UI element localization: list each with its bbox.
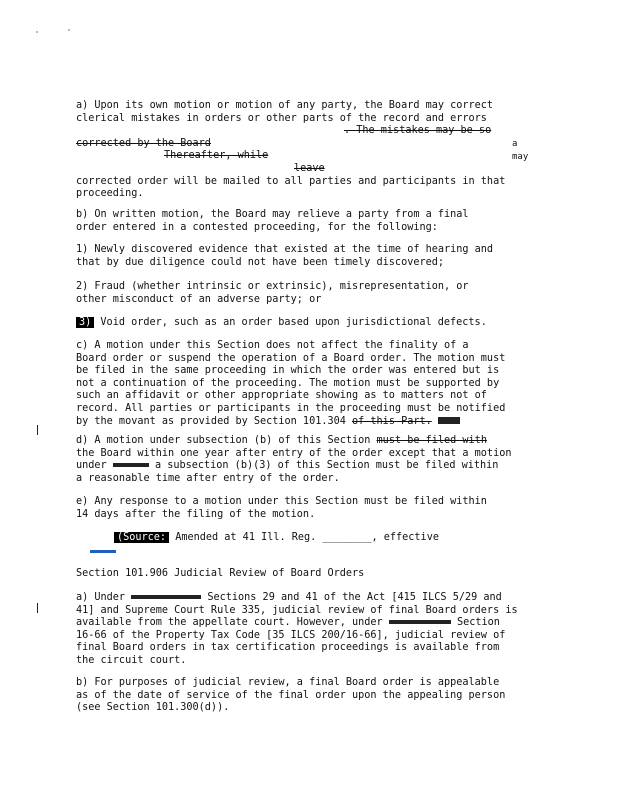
text-line: the Board within one year after entry of the order except that a motion (76, 447, 512, 459)
side-text: a (512, 139, 518, 149)
text-fragment: available from the appellate court. However, under (76, 617, 383, 629)
redaction-mark (113, 463, 149, 467)
item-3-text: Void order, such as an order based upon jurisdictional defects. (100, 317, 487, 328)
text-line (76, 150, 536, 163)
item-3 (76, 317, 536, 330)
strike-text: must be filed with (376, 435, 487, 446)
text-line: record. All parties or participants in the proceeding must be notified (76, 402, 506, 414)
source-label: (Source: (114, 532, 169, 543)
text-line: 41] and Supreme Court Rule 335, judicial review of final Board orders is (76, 604, 518, 616)
text-line (114, 532, 534, 545)
scan-speck (68, 29, 70, 31)
text-line: clerical mistakes in orders or other parts of the record and errors (76, 112, 487, 124)
source-note (114, 532, 534, 545)
strike-text: of this Part. (352, 415, 432, 427)
text-line (76, 592, 536, 605)
text-line: order entered in a contested proceeding, for the following: (76, 221, 438, 233)
text-line: such an affidavit or other appropriate showing as to matters not of (76, 390, 487, 402)
text-fragment: Sections 29 and 41 of the Act [415 ILCS 5/29 and (207, 592, 502, 603)
text-line: e) Any response to a motion under this Section must be filed within (76, 496, 487, 507)
item-1 (76, 244, 536, 269)
text-line: corrected order will be mailed to all parties and participants in that (76, 175, 506, 187)
revision-bar (37, 425, 38, 435)
text-line: b) On written motion, the Board may relieve a party from a final (76, 209, 469, 220)
text-line: Board order or suspend the operation of a Board order. The motion must (76, 352, 506, 364)
paragraph-b-judicial (76, 677, 536, 715)
text-line (76, 435, 536, 448)
text-fragment: by the movant as provided by Section 101.304 (76, 415, 346, 427)
text-line: as of the date of service of the final order upon the appealing person (76, 689, 506, 701)
text-line: proceeding. (76, 188, 144, 200)
text-fragment: under (76, 460, 107, 472)
text-line: be filed in the same proceeding in which the order was entered but is (76, 365, 500, 377)
text-fragment: a) Under (76, 592, 126, 603)
text-line: that by due diligence could not have been timely discovered; (76, 256, 445, 268)
section-title: Section 101.906 Judicial Review of Board Orders (76, 568, 365, 579)
text-line: b) For purposes of judicial review, a final Board order is appealable (76, 677, 500, 688)
section-heading (76, 568, 536, 581)
text-line: final Board orders in tax certification proceedings is available from (76, 642, 500, 654)
text-fragment: Section (456, 617, 500, 629)
paragraph-c (76, 340, 536, 428)
redaction-mark (438, 417, 460, 424)
revision-bar (37, 603, 38, 613)
paragraph-a-judicial (76, 592, 536, 668)
text-line (76, 138, 536, 151)
strike-text: Thereafter, while (164, 150, 269, 162)
source-text: Amended at 41 Ill. Reg. ________, effective (175, 532, 439, 543)
text-line: a reasonable time after entry of the order. (76, 472, 340, 484)
side-text: may (512, 152, 529, 162)
text-line (76, 317, 536, 330)
text-line: c) A motion under this Section does not affect the finality of a (76, 340, 469, 351)
item-2 (76, 281, 536, 306)
text-line (76, 163, 536, 176)
text-line: a) Upon its own motion or motion of any party, the Board may correct (76, 100, 494, 111)
text-line (76, 416, 536, 429)
text-line: other misconduct of an adverse party; or (76, 293, 322, 305)
redaction-mark (131, 595, 201, 599)
text-line: (see Section 101.300(d)). (76, 702, 230, 714)
strike-text: corrected by the Board (76, 137, 211, 149)
text-line: 2) Fraud (whether intrinsic or extrinsic), misrepresentation, or (76, 281, 469, 292)
text-line: the circuit court. (76, 654, 187, 666)
paragraph-d (76, 435, 536, 485)
text-line (76, 125, 536, 138)
item-3-marker: 3) (76, 317, 94, 328)
text-line: not a continuation of the proceeding. The motion must be supported by (76, 377, 500, 389)
text-line (76, 460, 536, 473)
strike-text: . The mistakes may be so (344, 125, 492, 137)
blue-underline-mark (90, 550, 116, 553)
paragraph-e (76, 496, 536, 521)
text-fragment: a subsection (b)(3) of this Section must be filed within (154, 460, 499, 472)
strike-text: leave (294, 162, 325, 174)
text-fragment: d) A motion under subsection (b) of this Section (76, 435, 371, 446)
paragraph-a (76, 100, 536, 201)
scan-speck (36, 31, 38, 33)
text-line: 1) Newly discovered evidence that existed at the time of hearing and (76, 244, 494, 255)
text-line (76, 617, 536, 630)
paragraph-b (76, 209, 536, 234)
redaction-mark (389, 620, 451, 624)
text-line: 16-66 of the Property Tax Code [35 ILCS 200/16-66], judicial review of (76, 629, 506, 641)
text-line: 14 days after the filing of the motion. (76, 508, 316, 520)
